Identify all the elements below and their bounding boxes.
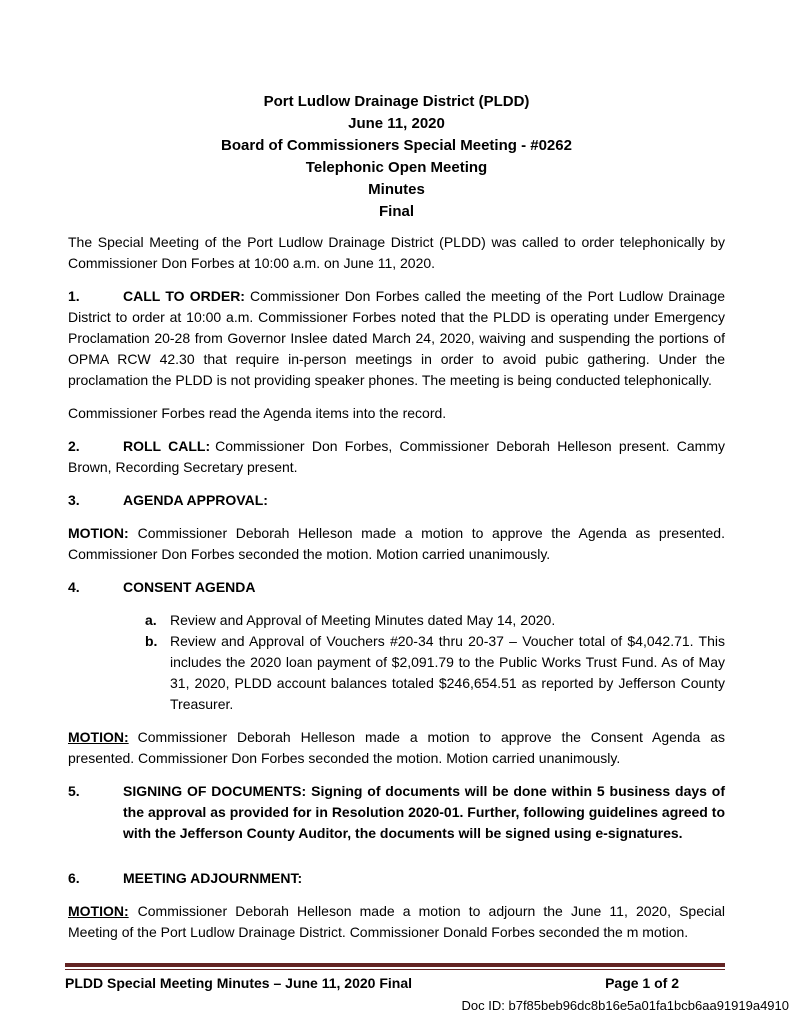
motion-label: MOTION: — [68, 729, 129, 745]
section-heading: MEETING ADJOURNMENT: — [123, 870, 303, 886]
title-line-meeting-number: Board of Commissioners Special Meeting - #0262 — [221, 137, 572, 154]
title-line-final: Final — [378, 203, 414, 220]
title-line-meeting-type: Telephonic Open Meeting — [305, 159, 488, 176]
footer — [65, 974, 725, 992]
title-line-organization: Port Ludlow Drainage District (PLDD) — [263, 93, 530, 110]
list-item-text: Review and Approval of Vouchers #20-34 thru 20-37 – Voucher total of $4,042.71. This includes the 2020 loan payment of $2,091.79 to the Public Works Trust Fund. As of May 31, 2020, PLDD account balances totaled $246,654.51 as reported by Jefferson County Treasurer. — [170, 633, 725, 712]
section-text: Signing of documents will be done within 5 business days of the approval as provided for in Resolution 2020-01. Further, following guidelines agreed to with the Jefferson County Auditor, the documents will be signed using e-signatures. — [123, 783, 725, 841]
section-heading: ROLL CALL: — [123, 438, 211, 454]
section-roll-call — [68, 436, 725, 478]
motion-adjournment — [68, 901, 725, 943]
section-number: 6. — [68, 870, 80, 886]
footer-rule-thick — [65, 963, 725, 967]
section-number: 3. — [68, 492, 80, 508]
document-title-block — [68, 91, 725, 223]
section-consent-agenda — [68, 577, 725, 598]
section-meeting-adjournment — [68, 868, 725, 889]
footer-document-label: PLDD Special Meeting Minutes – June 11, 2020 Final — [65, 975, 412, 991]
section-number: 4. — [68, 579, 80, 595]
motion-label: MOTION: — [68, 903, 129, 919]
list-item-text: Review and Approval of Meeting Minutes dated May 14, 2020. — [170, 612, 556, 628]
footer-rule-thin — [65, 969, 725, 970]
section-agenda-approval — [68, 490, 725, 511]
intro-paragraph: The Special Meeting of the Port Ludlow Drainage District (PLDD) was called to order telephonically by Commissioner Don Forbes at 10:00 a.m. on June 11, 2020. — [68, 234, 725, 271]
motion-text: Commissioner Deborah Helleson made a motion to approve the Agenda as presented. Commissioner Don Forbes seconded the motion. Motion carried unanimously. — [68, 525, 725, 562]
footer-page-number: Page 1 of 2 — [605, 975, 679, 991]
section-number: 1. — [68, 288, 80, 304]
section-text: Commissioner Don Forbes, Commissioner Deborah Helleson present. Cammy Brown, Recording Secretary present. — [68, 438, 726, 475]
consent-item-b — [68, 631, 725, 715]
section-call-to-order — [68, 286, 725, 391]
section-heading: AGENDA APPROVAL: — [123, 492, 268, 508]
section-heading: SIGNING OF DOCUMENTS: — [123, 783, 307, 799]
section-number: 2. — [68, 438, 80, 454]
list-letter: a. — [145, 612, 157, 628]
section-heading: CALL TO ORDER: — [123, 288, 245, 304]
section-number: 5. — [68, 783, 80, 799]
section-signing-of-documents — [68, 781, 725, 844]
motion-consent-agenda — [68, 727, 725, 769]
motion-text: Commissioner Deborah Helleson made a motion to adjourn the June 11, 2020, Special Meeting of the Port Ludlow Drainage District. Commissioner Donald Forbes seconded the m motion. — [68, 903, 725, 940]
footer-divider-rule — [65, 963, 725, 970]
list-letter: b. — [145, 633, 158, 649]
section-heading: CONSENT AGENDA — [123, 579, 256, 595]
section-text: Commissioner Don Forbes called the meeting of the Port Ludlow Drainage District to order at 10:00 a.m. Commissioner Forbes noted that the PLDD is operating under Emergency Proclamation 20-28 from Governor Inslee dated March 24, 2020, waiving and suspending the portions of OPMA RCW 42.30 that require in-person meetings in order to avoid pubic gathering. Under the proclamation the PLDD is not providing speaker phones. The meeting is being conducted telephonically. — [68, 288, 726, 388]
motion-label: MOTION: — [68, 525, 129, 541]
motion-text: Commissioner Deborah Helleson made a motion to approve the Consent Agenda as presented. Commissioner Don Forbes seconded the motion. Motion carried unanimously. — [68, 729, 725, 766]
consent-item-a — [68, 610, 725, 631]
document-content — [68, 91, 725, 943]
motion-agenda-approval — [68, 523, 725, 565]
agenda-read-paragraph: Commissioner Forbes read the Agenda items into the record. — [68, 405, 447, 421]
footer-doc-id: Doc ID: b7f85beb96dc8b16e5a01fa1bcb6aa91919a4910 — [461, 998, 789, 1013]
title-line-minutes: Minutes — [368, 181, 425, 198]
title-line-date: June 11, 2020 — [348, 115, 445, 132]
